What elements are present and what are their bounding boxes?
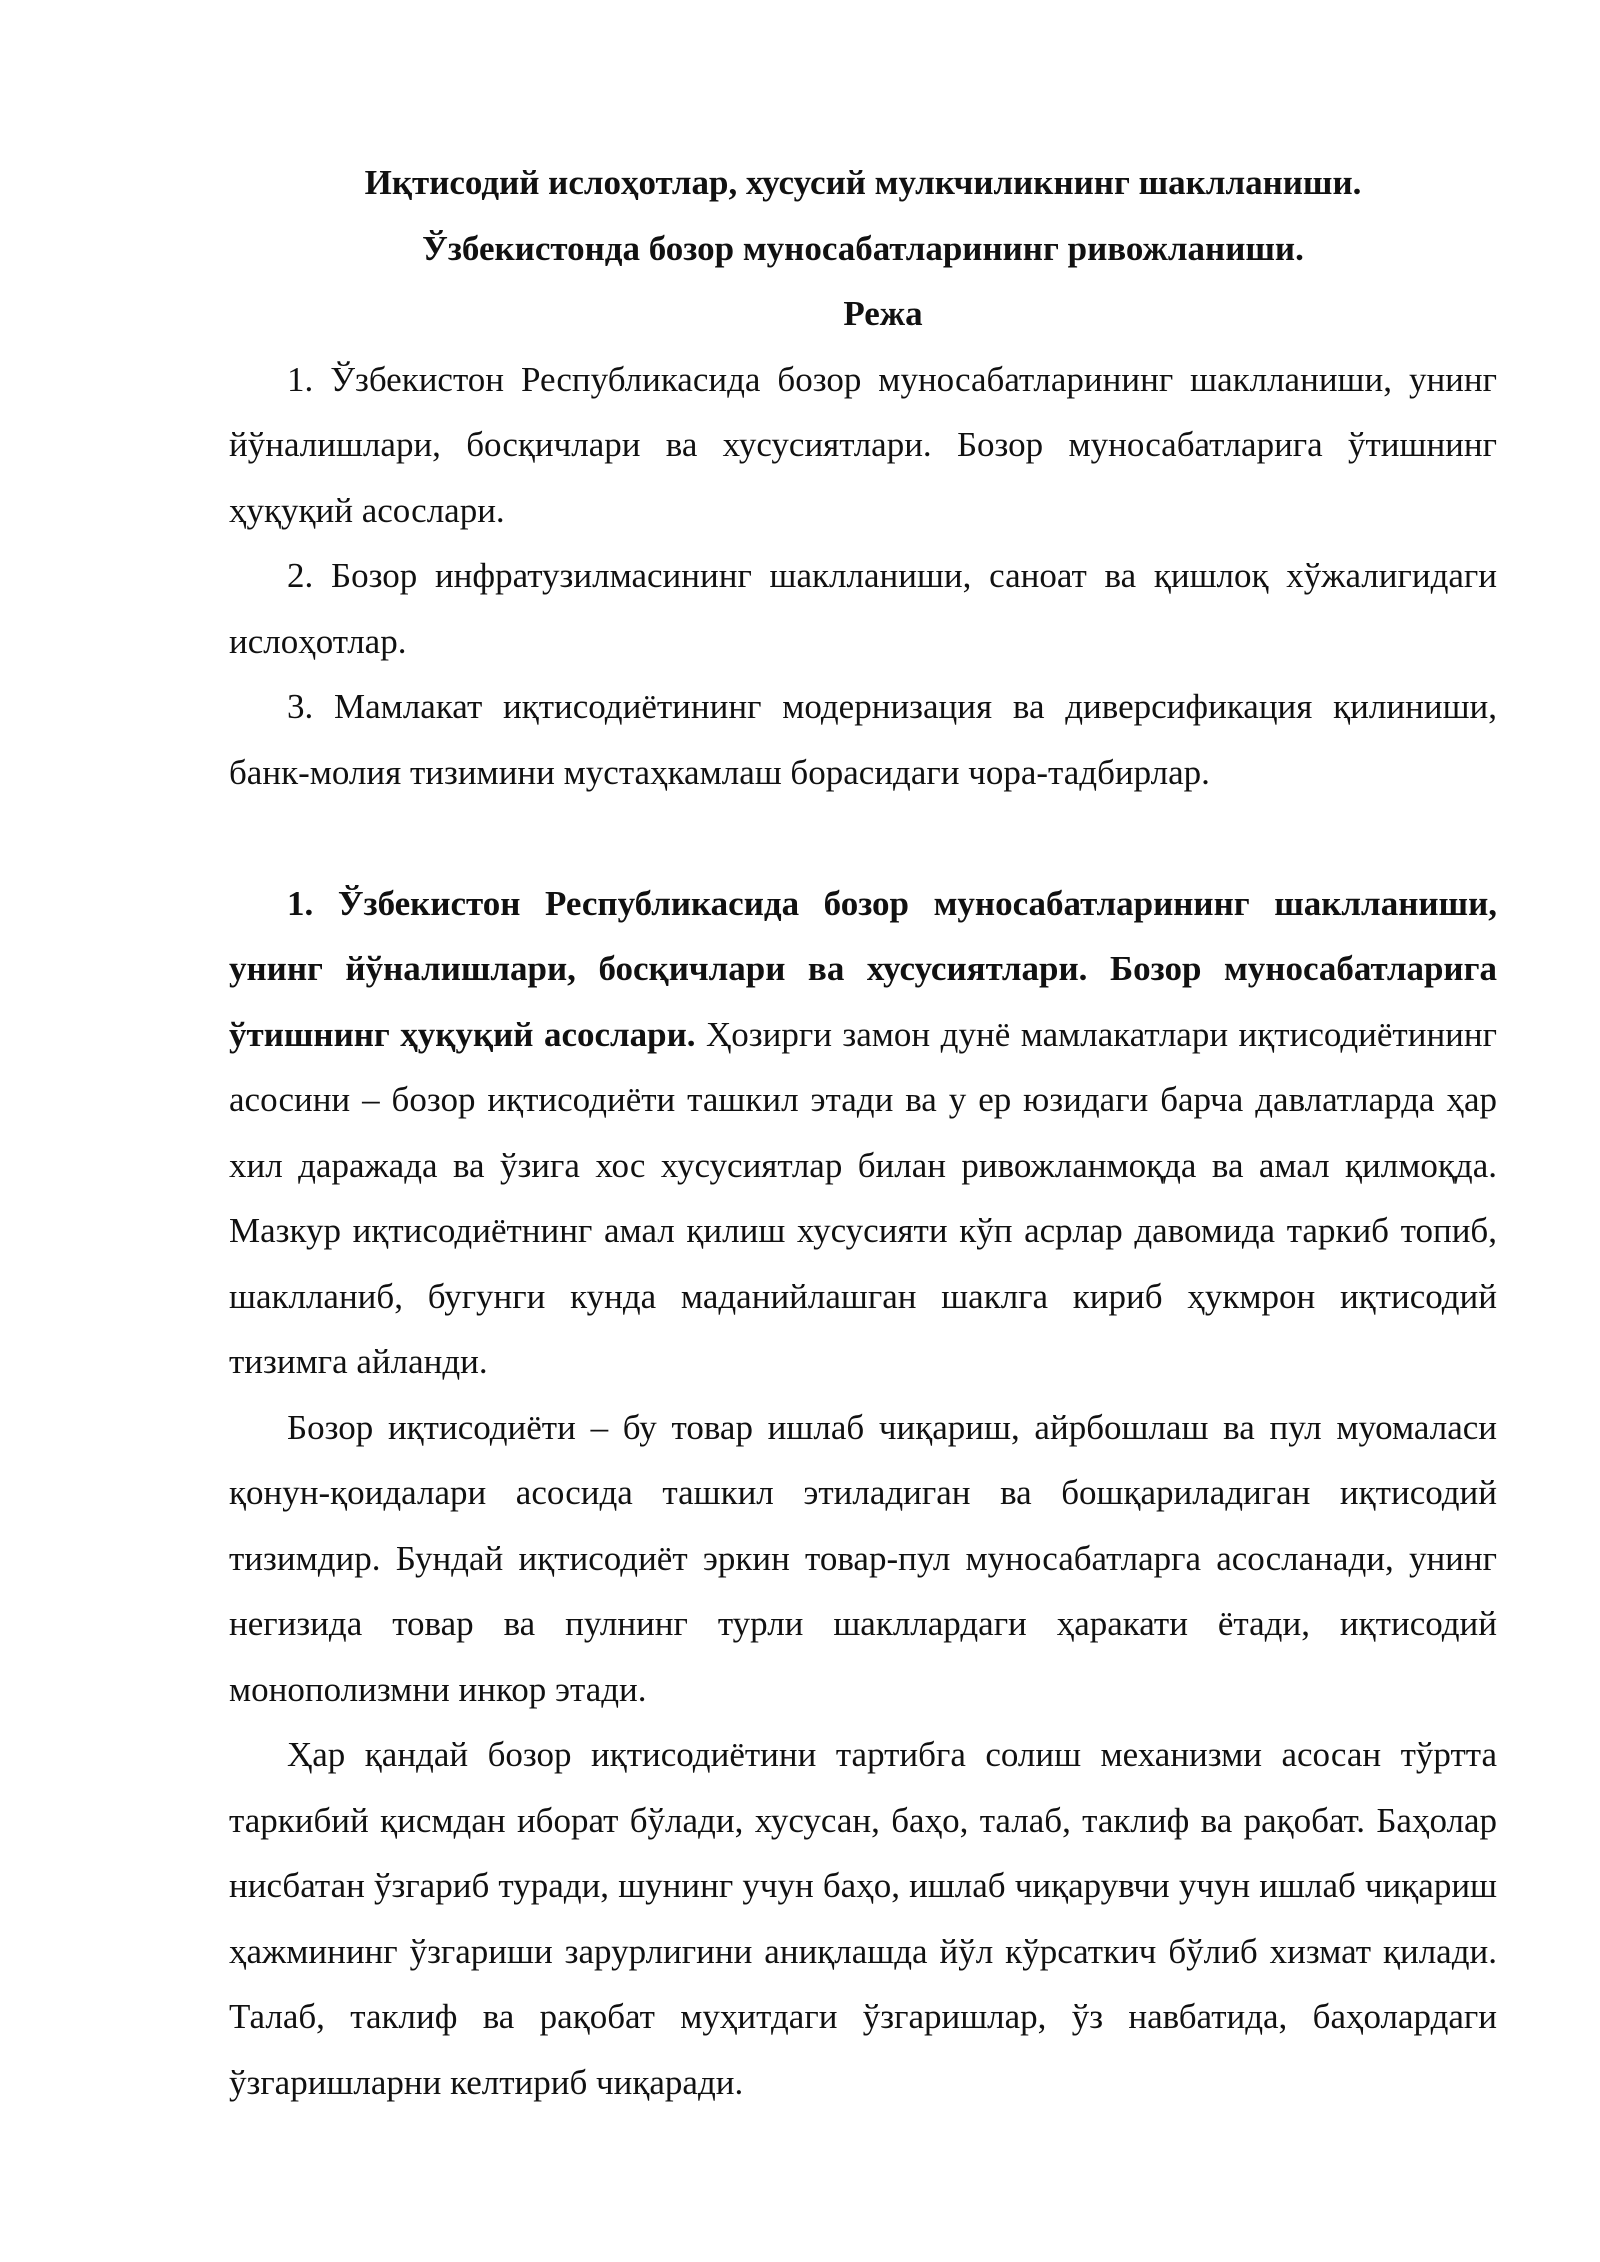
- plan-heading: Режа: [843, 294, 923, 333]
- section-1-heading: 1. Ўзбекистон Республикасида бозор муносабатларининг шаклланиши, унинг йўналишлари, босқичлари ва хусусиятлари. Бозор муносабатларига ўтишнинг ҳуқуқий асослари.: [229, 883, 1497, 1054]
- section-1-text: Ҳозирги замон дунё мамлакатлари иқтисодиётининг асосини – бозор иқтисодиёти ташкил этади ва у ер юзидаги барча давлатларда ҳар хил даражада ва ўзига хос хусусиятлар билан ривожланмоқда ва амал қилмоқда. Мазкур иқтисодиётнинг амал қилиш хусусияти кўп асрлар давомида таркиб топиб, шаклланиб, бугунги кунда маданийлашган шаклга кириб ҳукмрон иқтисодий тизимга айланди.: [229, 1014, 1497, 1381]
- plan-item-3: 3. Мамлакат иқтисодиётининг модернизация ва диверсификация қилиниши, банк-молия тизимини мустаҳкамлаш борасидаги чора-тадбирлар.: [229, 687, 1497, 792]
- document-page: [229, 150, 1497, 2115]
- paragraph-2: Бозор иқтисодиёти – бу товар ишлаб чиқариш, айрбошлаш ва пул муомаласи қонун-қоидалари асосида ташкил этиладиган ва бошқариладиган иқтисодий тизимдир. Бундай иқтисодиёт эркин товар-пул муносабатларга асосланади, унинг негизида товар ва пулнинг турли шакллардаги ҳаракати ётади, иқтисодий монополизмни инкор этади.: [229, 1407, 1497, 1709]
- document-title-line-1: Иқтисодий ислоҳотлар, хусусий мулкчиликнинг шаклланиши.: [364, 163, 1362, 202]
- plan-item-2: 2. Бозор инфратузилмасининг шаклланиши, саноат ва қишлоқ хўжалигидаги ислоҳотлар.: [229, 556, 1497, 661]
- section-1-paragraph: [229, 871, 1497, 1395]
- document-title-line-2: Ўзбекистонда бозор муносабатларининг ривожланиши.: [422, 228, 1304, 268]
- paragraph-3: Ҳар қандай бозор иқтисодиётини тартибга солиш механизми асосан тўртта таркибий қисмдан иборат бўлади, хусусан, баҳо, талаб, таклиф ва рақобат. Баҳолар нисбатан ўзгариб туради, шунинг учун баҳо, ишлаб чиқарувчи учун ишлаб чиқариш ҳажмининг ўзгариши зарурлигини аниқлашда йўл кўрсаткич бўлиб хизмат қилади. Талаб, таклиф ва рақобат муҳитдаги ўзгаришлар, ўз навбатида, баҳолардаги ўзгаришларни келтириб чиқаради.: [229, 1735, 1497, 2102]
- blank-line: [229, 805, 1497, 871]
- plan-item-1: 1. Ўзбекистон Республикасида бозор муносабатларининг шаклланиши, унинг йўналишлари, босқичлари ва хусусиятлари. Бозор муносабатларига ўтишнинг ҳуқуқий асослари.: [229, 359, 1497, 530]
